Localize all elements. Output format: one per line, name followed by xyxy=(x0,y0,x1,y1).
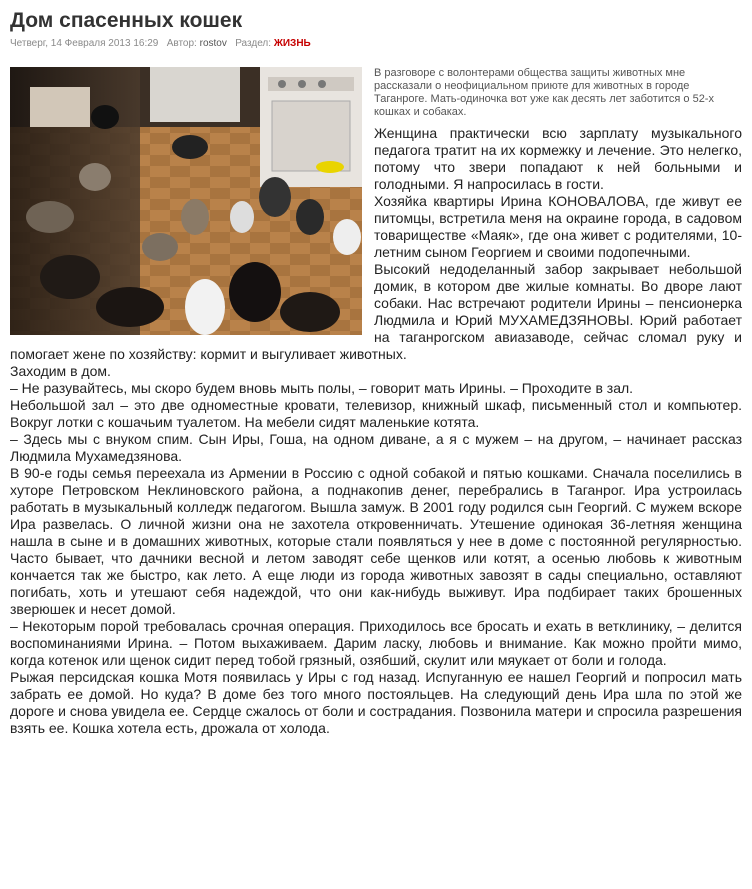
section-label: Раздел: xyxy=(235,38,272,49)
author-name: rostov xyxy=(199,38,227,49)
section-link[interactable]: ЖИЗНЬ xyxy=(273,38,311,49)
article-photo xyxy=(10,67,362,335)
article-paragraph: В 90-е годы семья переехала из Армении в Россию с одной собакой и пятью кошками. Сначала поселились в хуторе Петровском Неклиновского района, а поднакопив денег, перебрались в Таганрог. Ира устроилась работать в музыкальный колледж педагогом. Вышла замуж. В 2001 году родился сын Георгий. С мужем вскоре Ира развелась. О личной жизни она не захотела откровенничать. Утешение одинокая 36-летняя женщина нашла в сыне и в домашних животных, которые стали появляться у нее в доме с постоянной регулярностью. Часто бывает, что дачники весной и летом заводят себе щенков или котят, а осенью любовь к животным кончается так же быстро, как лето. А еще люди из города животных завозят в сады специально, оставляют погибать, хоть и утешают себя надеждой, что они как-нибудь выживут. Ира подбирает таких брошенных зверюшек и несет домой. xyxy=(10,465,742,617)
article-paragraph: Рыжая персидская кошка Мотя появилась у Иры с год назад. Испуганную ее нашел Георгий и попросил мать забрать ее домой. Но куда? В доме без того много постояльцев. На следующий день Ира шла по этой же дороге и снова увидела ее. Сердце сжалось от боли и сострадания. Позвонила матери и спросила разрешения взять ее. Кошка хотела есть, дрожала от холода. xyxy=(10,669,742,736)
article-paragraph: Небольшой зал – это две одноместные кровати, телевизор, книжный шкаф, письменный стол и компьютер. Вокруг лотки с кошачьим туалетом. На мебели сидят маленькие котята. xyxy=(10,397,742,430)
article-paragraph: – Здесь мы с внуком спим. Сын Иры, Гоша, на одном диване, а я с мужем – на другом, – начинает рассказ Людмила Мухамедзянова. xyxy=(10,431,742,464)
article-date: Четверг, 14 Февраля 2013 16:29 xyxy=(10,38,159,49)
article-paragraph: – Некоторым порой требовалась срочная операция. Приходилось все бросать и ехать в ветклинику, – делится воспоминаниями Ирина. – Потом выхаживаем. Дарим ласку, любовь и внимание. Как можно пройти мимо, когда котенок или щенок сидит перед тобой грязный, озябший, скулит или мяукает от боли и голода. xyxy=(10,618,742,668)
article-meta xyxy=(10,37,742,51)
article-title: Дом спасенных кошек xyxy=(10,9,243,32)
article-paragraph: – Не разувайтесь, мы скоро будем вновь мыть полы, – говорит мать Ирины. – Проходите в зал. xyxy=(10,380,634,396)
article-paragraph: Женщина практически всю зарплату музыкального педагога тратит на их кормежку и лечение. Это нелегко, потому что звери попадают к ней больными и голодными. Я напросилась в гости. xyxy=(374,125,742,192)
article-paragraph: Заходим в дом. xyxy=(10,363,111,379)
article-paragraph: Хозяйка квартиры Ирина КОНОВАЛОВА, где живут ее питомцы, встретила меня на окраине города, в садовом товариществе «Маяк», где она живет с родителями, 10-летним сыном Георгием и своими подопечными. xyxy=(374,193,742,260)
article-paragraph: Высокий недоделанный забор закрывает небольшой домик, в котором две жилые комнаты. Во дворе лают собаки. Нас встречают родители Ирины – пенсионерка Людмила и Юрий МУХАМЕДЗЯНОВЫ. Юрий работает на таганрогском авиазаводе, сейчас сломал руку и помогает жене по хозяйству: кормит и выгуливает животных. xyxy=(10,261,742,362)
photo-caption: В разговоре с волонтерами общества защиты животных мне рассказали о неофициальном приюте для животных в городе Таганроге. Мать-одиночка вот уже как десять лет заботится о 52-х кошках и собаках. xyxy=(374,67,714,118)
author-label: Автор: xyxy=(166,38,197,49)
